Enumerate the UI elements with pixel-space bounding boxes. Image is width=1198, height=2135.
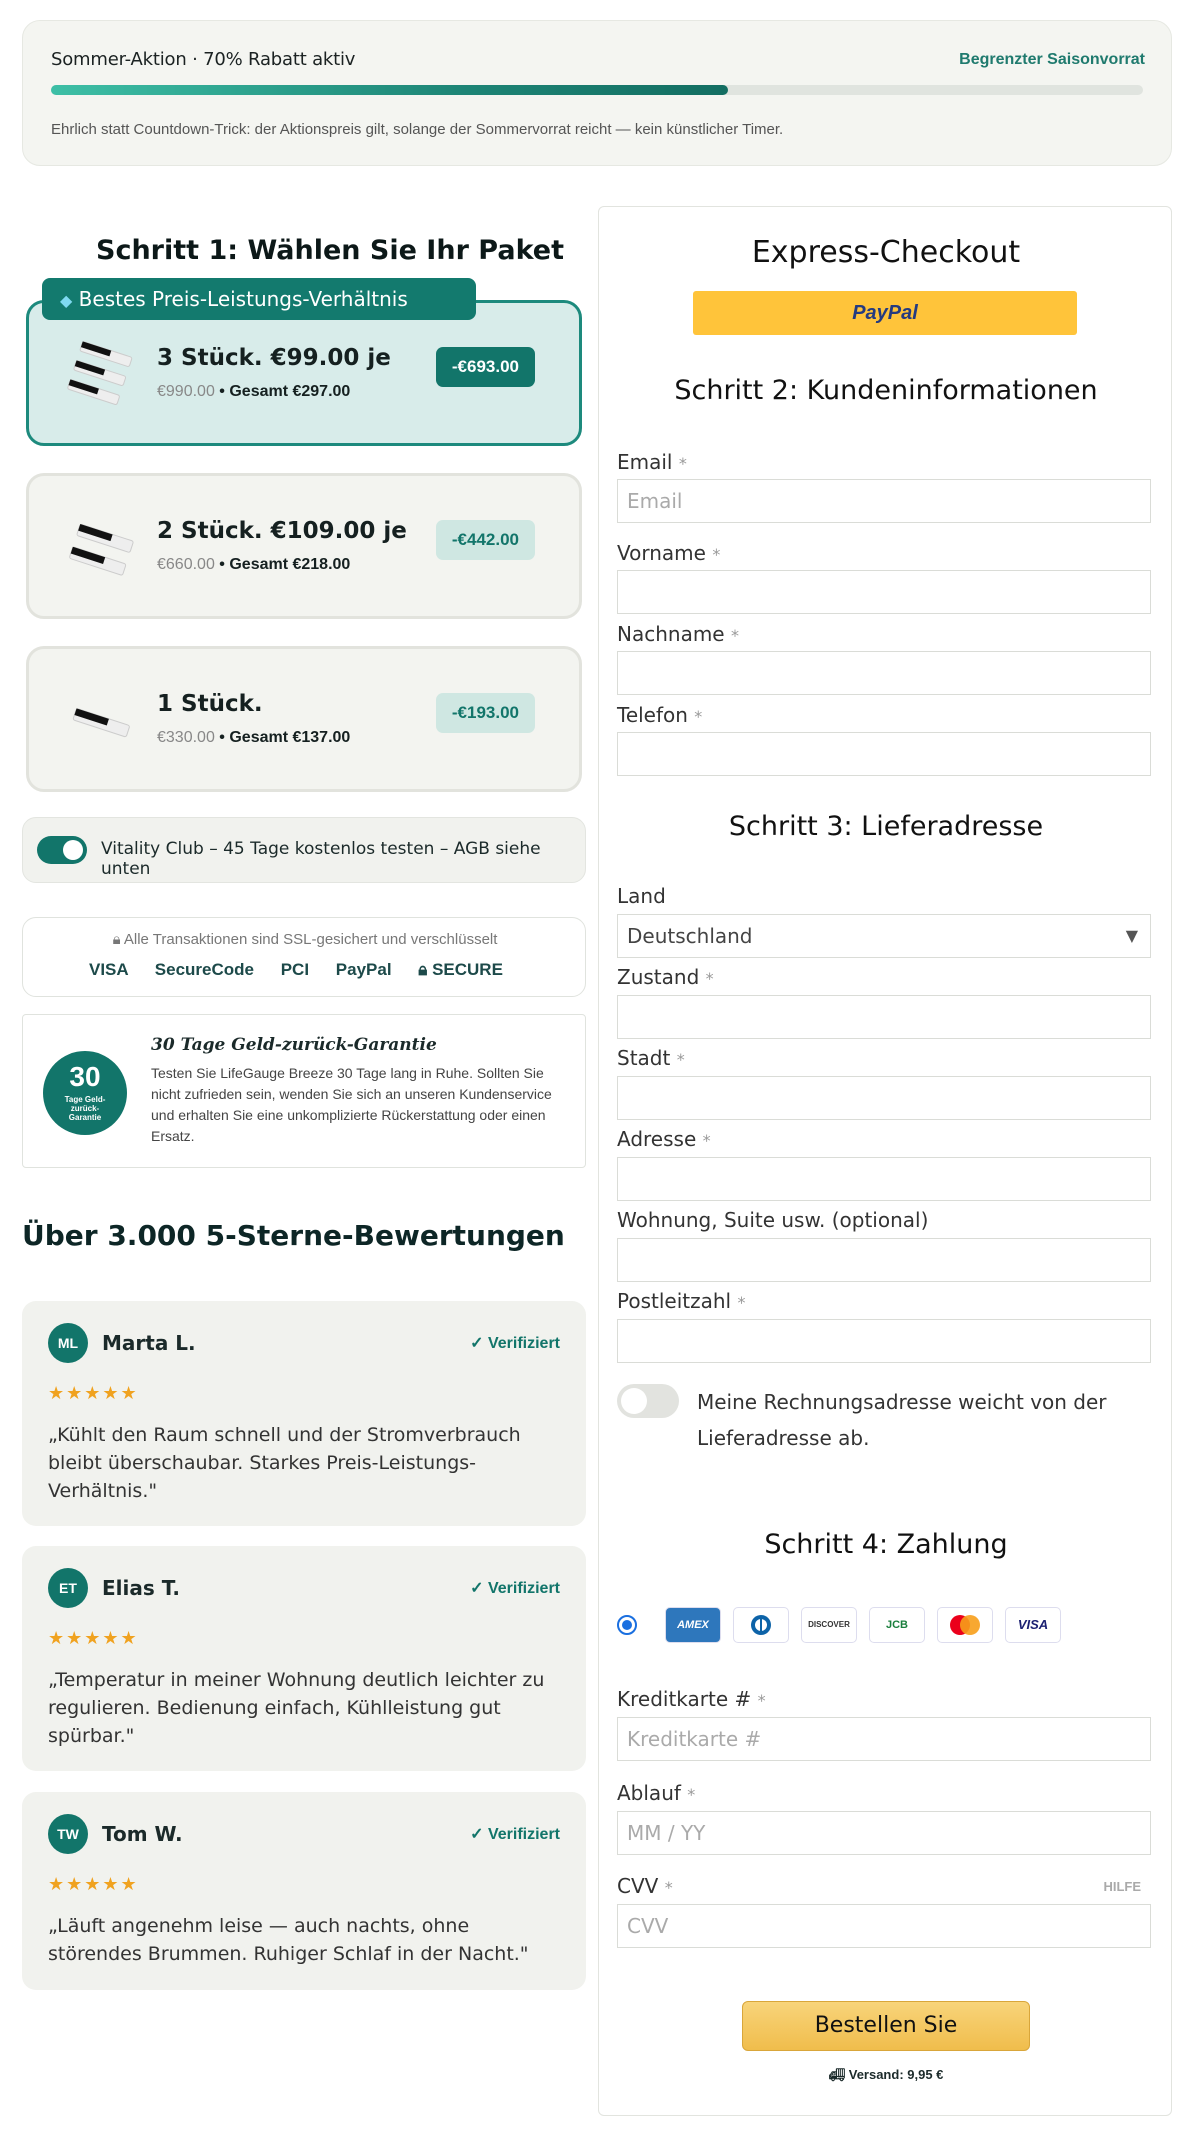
required-mark: * xyxy=(694,707,703,726)
email-label-text: Email xyxy=(617,450,673,474)
guarantee-text: Testen Sie LifeGauge Breeze 30 Tage lang in Ruhe. Sollten Sie nicht zufrieden sein, wenden Sie sich an unseren Kundenservice und erhalten Sie eine unkomplizierte Rückerstattung oder einen Ersatz. xyxy=(151,1065,552,1144)
reviewer-name: Tom W. xyxy=(102,1822,183,1846)
review-card xyxy=(22,1301,586,1526)
email-label xyxy=(617,450,687,474)
guarantee-title: 30 Tage Geld-zurück-Garantie xyxy=(151,1035,437,1055)
apt-field[interactable] xyxy=(617,1238,1151,1282)
club-label: Vitality Club – 45 Tage kostenlos testen – AGB siehe unten xyxy=(101,839,541,879)
jcb-icon xyxy=(869,1607,925,1643)
avatar: ML xyxy=(48,1323,88,1363)
visa-icon xyxy=(1005,1607,1061,1643)
billing-toggle[interactable] xyxy=(617,1384,679,1418)
paypal-label: PayPal xyxy=(852,302,918,324)
cc-label-text: Kreditkarte # xyxy=(617,1687,752,1711)
reviewer-name: Elias T. xyxy=(102,1576,180,1600)
verified-badge: ✓ Verifiziert xyxy=(470,1580,560,1597)
firstname-field[interactable] xyxy=(617,570,1151,614)
promo-title: Sommer-Aktion · 70% Rabatt aktiv xyxy=(51,49,356,70)
checkout-form xyxy=(598,206,1172,2116)
billing-label: Meine Rechnungsadresse weicht von der Lieferadresse ab. xyxy=(697,1390,1107,1450)
phone-label xyxy=(617,703,702,727)
club-toggle[interactable] xyxy=(37,836,87,864)
visa-text: VISA xyxy=(1017,1617,1049,1632)
order-button[interactable] xyxy=(742,2001,1030,2051)
package-price-line xyxy=(157,383,350,401)
lastname-label-text: Nachname xyxy=(617,622,725,646)
phone-field[interactable] xyxy=(617,732,1151,776)
shipping-text: Versand: 9,95 € xyxy=(848,2067,944,2082)
package-title: 2 Stück. €109.00 je xyxy=(157,518,407,544)
best-value-label xyxy=(42,278,476,320)
jcb-text: JCB xyxy=(885,1619,908,1631)
phone-label-text: Telefon xyxy=(617,703,688,727)
package-total: • Gesamt €218.00 xyxy=(219,556,351,573)
diamond-icon: ◆ xyxy=(60,291,73,310)
truck-icon: 🚚︎ xyxy=(828,2067,846,2082)
exp-label xyxy=(617,1781,695,1805)
exp-label-text: Ablauf xyxy=(617,1781,681,1805)
step2-heading: Schritt 2: Kundeninformationen xyxy=(674,375,1098,406)
country-select[interactable] xyxy=(617,914,1151,958)
discover-icon xyxy=(801,1607,857,1643)
verified-badge: ✓ Verifiziert xyxy=(470,1335,560,1352)
zip-field[interactable] xyxy=(617,1319,1151,1363)
address-label xyxy=(617,1127,711,1151)
seal-text: Tage Geld-zurück-Garantie xyxy=(64,1095,106,1122)
badge-pci: PCI xyxy=(280,960,310,979)
address-label-text: Adresse xyxy=(617,1127,697,1151)
lastname-field[interactable] xyxy=(617,651,1151,695)
city-field[interactable] xyxy=(617,1076,1151,1120)
badge-secure xyxy=(418,960,503,979)
star-rating: ★★★★★ xyxy=(48,1874,139,1894)
security-text: Alle Transaktionen sind SSL-gesichert und verschlüsselt xyxy=(123,931,498,948)
order-button-label: Bestellen Sie xyxy=(814,2013,958,2038)
apt-label: Wohnung, Suite usw. (optional) xyxy=(617,1208,929,1232)
discover-text: DISCOVER xyxy=(808,1620,850,1629)
promo-progress-fill xyxy=(51,85,728,95)
zip-label xyxy=(617,1289,745,1313)
required-mark: * xyxy=(705,969,714,988)
security-box xyxy=(22,917,586,997)
email-field[interactable] xyxy=(617,479,1151,523)
lastname-label xyxy=(617,622,739,646)
package-title: 1 Stück. xyxy=(157,691,263,717)
club-toggle-row xyxy=(22,817,586,883)
cvv-field[interactable] xyxy=(617,1904,1151,1948)
required-mark: * xyxy=(737,1293,746,1312)
radio-dot xyxy=(622,1620,632,1630)
package-option-2[interactable] xyxy=(26,473,582,619)
required-mark: * xyxy=(678,454,687,473)
star-rating: ★★★★★ xyxy=(48,1383,139,1403)
product-2-icon xyxy=(67,516,137,586)
chevron-down-icon: ▼ xyxy=(1125,926,1138,945)
package-title: 3 Stück. €99.00 je xyxy=(157,345,391,371)
required-mark: * xyxy=(664,1878,673,1897)
best-value-text: Bestes Preis-Leistungs-Verhältnis xyxy=(78,287,408,311)
promo-banner xyxy=(22,20,1172,166)
toggle-knob xyxy=(621,1388,647,1414)
state-field[interactable] xyxy=(617,995,1151,1039)
review-text: „Läuft angenehm leise — auch nachts, ohne störendes Brummen. Ruhiger Schlaf in der Nacht." xyxy=(48,1915,529,1965)
required-mark: * xyxy=(757,1691,766,1710)
lock-icon: 🔒︎ xyxy=(112,931,121,948)
required-mark: * xyxy=(730,626,739,645)
review-card xyxy=(22,1546,586,1771)
reviewer-name: Marta L. xyxy=(102,1331,196,1355)
firstname-label xyxy=(617,541,720,565)
paypal-button[interactable] xyxy=(693,291,1077,335)
package-savings-badge: -€193.00 xyxy=(436,693,535,733)
required-mark: * xyxy=(687,1785,696,1804)
old-price: €660.00 xyxy=(157,556,215,573)
seal-number: 30 xyxy=(69,1061,101,1092)
zip-label-text: Postleitzahl xyxy=(617,1289,732,1313)
expiry-field[interactable] xyxy=(617,1811,1151,1855)
guarantee-box xyxy=(22,1014,586,1168)
package-option-1[interactable] xyxy=(26,646,582,792)
amex-text: AMEX xyxy=(677,1619,709,1631)
state-label-text: Zustand xyxy=(617,965,700,989)
package-savings-badge: -€442.00 xyxy=(436,520,535,560)
firstname-label-text: Vorname xyxy=(617,541,706,565)
badge-paypal: PayPal xyxy=(335,960,392,979)
avatar: ET xyxy=(48,1568,88,1608)
required-mark: * xyxy=(712,545,721,564)
package-total: • Gesamt €137.00 xyxy=(219,729,351,746)
city-label xyxy=(617,1046,685,1070)
promo-note: Ehrlich statt Countdown-Trick: der Aktionspreis gilt, solange der Sommervorrat reicht — kein künstlicher Timer. xyxy=(51,121,784,138)
review-text: „Kühlt den Raum schnell und der Stromverbrauch bleibt überschaubar. Starkes Preis-Leistungs-Verhältnis." xyxy=(48,1424,521,1502)
address-field[interactable] xyxy=(617,1157,1151,1201)
review-card xyxy=(22,1792,586,1990)
city-label-text: Stadt xyxy=(617,1046,671,1070)
avatar: TW xyxy=(48,1814,88,1854)
security-line xyxy=(23,931,587,948)
lock-icon: 🔒︎ xyxy=(418,960,428,979)
badge-visa: VISA xyxy=(89,960,129,979)
cvv-help-link[interactable]: HILFE xyxy=(1103,1879,1141,1894)
promo-badge: Begrenzter Saisonvorrat xyxy=(959,51,1145,68)
promo-progress-bar xyxy=(51,85,1143,95)
diners-icon xyxy=(733,1607,789,1643)
old-price: €990.00 xyxy=(157,383,215,400)
mastercard-icon xyxy=(937,1607,993,1643)
old-price: €330.00 xyxy=(157,729,215,746)
state-label xyxy=(617,965,714,989)
step1-heading: Schritt 1: Wählen Sie Ihr Paket xyxy=(96,235,565,266)
toggle-knob xyxy=(63,840,83,860)
card-radio[interactable] xyxy=(617,1615,637,1635)
guarantee-seal xyxy=(43,1051,127,1135)
required-mark: * xyxy=(676,1050,685,1069)
badge-secure-text: SECURE xyxy=(432,960,503,979)
package-total: • Gesamt €297.00 xyxy=(219,383,351,400)
package-price-line xyxy=(157,729,350,747)
card-number-field[interactable] xyxy=(617,1717,1151,1761)
required-mark: * xyxy=(702,1131,711,1150)
package-option-3[interactable] xyxy=(26,300,582,446)
star-rating: ★★★★★ xyxy=(48,1628,139,1648)
review-text: „Temperatur in meiner Wohnung deutlich leichter zu regulieren. Bedienung einfach, Kühlleistung gut spürbar." xyxy=(48,1669,545,1747)
package-savings-badge: -€693.00 xyxy=(436,347,535,387)
reviews-heading: Über 3.000 5-Sterne-Bewertungen xyxy=(22,1219,565,1252)
step4-heading: Schritt 4: Zahlung xyxy=(764,1529,1008,1560)
step3-heading: Schritt 3: Lieferadresse xyxy=(728,811,1044,842)
cc-label xyxy=(617,1687,766,1711)
country-value: Deutschland xyxy=(627,924,753,948)
product-3-icon xyxy=(67,341,137,411)
product-1-icon xyxy=(67,689,137,759)
country-label: Land xyxy=(617,884,666,908)
badge-securecode: SecureCode xyxy=(154,960,254,979)
package-price-line xyxy=(157,556,350,574)
cvv-label xyxy=(617,1874,673,1898)
express-checkout-heading: Express-Checkout xyxy=(751,235,1021,270)
cvv-label-text: CVV xyxy=(617,1874,659,1898)
security-badges xyxy=(89,960,503,980)
amex-icon xyxy=(665,1607,721,1643)
verified-badge: ✓ Verifiziert xyxy=(470,1826,560,1843)
shipping-note xyxy=(599,2067,1173,2083)
